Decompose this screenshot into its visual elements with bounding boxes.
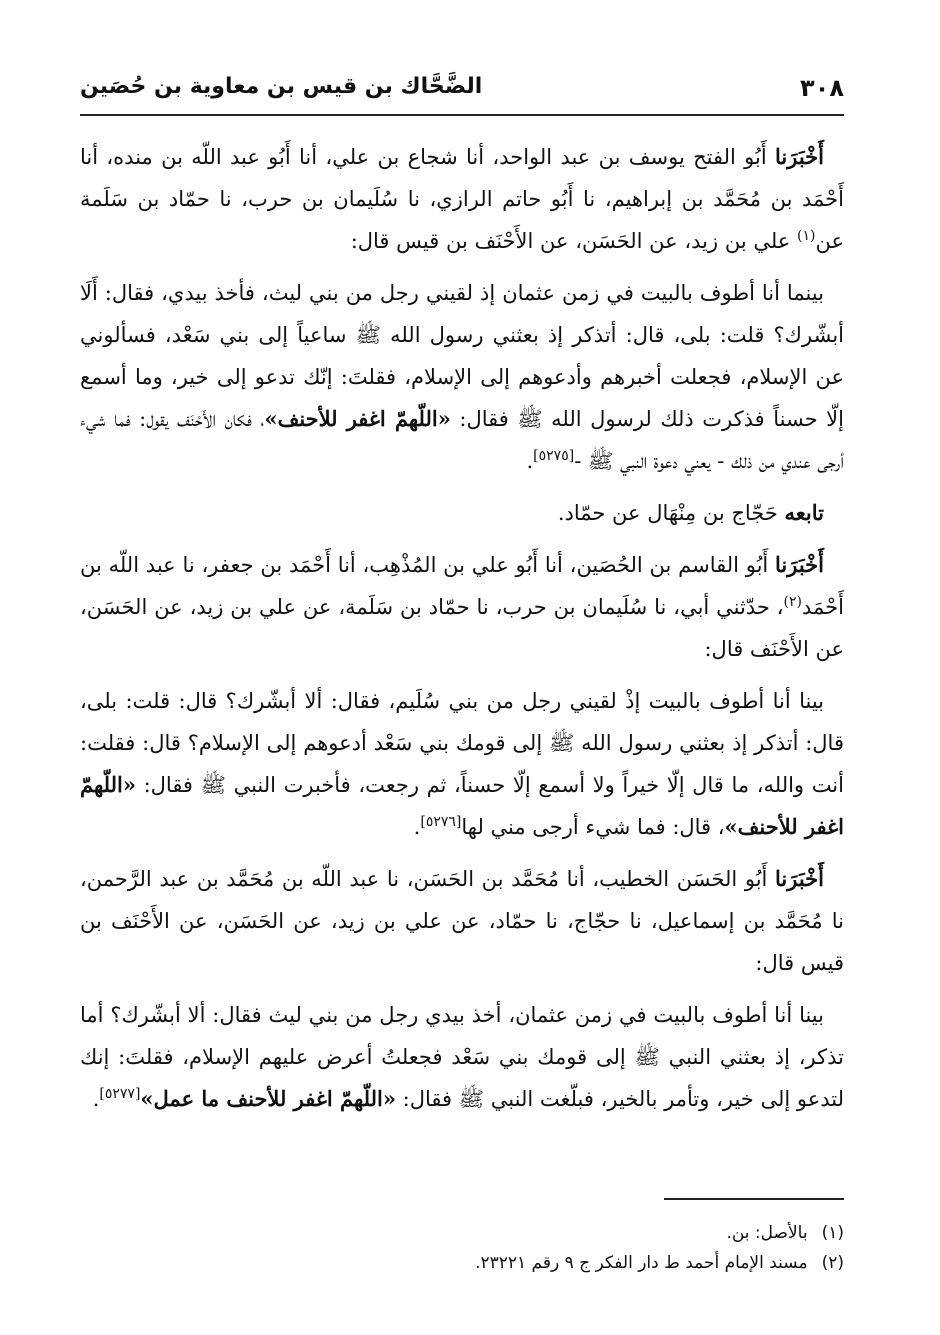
hadith-number: [٥٢٧٧]	[99, 1086, 141, 1102]
matn-text-after: ، فكان الأَحْنَف يقول: فما شيء أرجى عندي من ذلك - يعني دعوة النبي ﷺ -	[80, 407, 844, 473]
mutaba-lead: تابعه	[784, 500, 824, 525]
hadith-number: [٥٢٧٥]	[533, 448, 575, 464]
footnote-item	[80, 1248, 844, 1278]
footnote-ref-2[interactable]: (٢)	[783, 594, 803, 610]
hadith-number: [٥٢٧٦]	[420, 814, 462, 830]
running-title: الضَّحَّاك بن قيس بن معاوية بن حُصَين	[80, 74, 483, 99]
isnad-text: أَبُو القاسم بن الحُصَين، أنا أَبُو علي بن المُذْهِب، أنا أَحْمَد بن جعفر، نا عبد اللّه بن أَحْمَد	[80, 553, 844, 619]
footnote-item	[80, 1218, 844, 1248]
matn-text-after: ، قال: فما شيء أرجى مني لها	[461, 815, 725, 839]
footnote-text: مسند الإمام أحمد ط دار الفكر ج ٩ رقم ٢٣٢٢١.	[475, 1253, 808, 1273]
dua-phrase: «اللّهمّ اغفر للأحنف ما عمل»	[140, 1086, 396, 1111]
paragraph-isnad-2	[80, 544, 844, 670]
matn-text: بينما أنا أطوف بالبيت في زمن عثمان إذ لقيني رجل من بني ليث، فأخذ بيدي، فقال: أَلَا أبشّرك؟ قلت: بلى، قال: أتذكر إذ بعثني رسول الله ﷺ ساعياً إلى بني سَعْد، فسألوني عن الإسلام، فجعلت أخبرهم وأدعوهم إلى الإسلام، فقلتَ: إنّك تدعو إلى خير، وما أسمع إلّا حسناً فذكرت ذلك لرسول الله ﷺ فقال:	[80, 281, 844, 431]
dua-phrase: «اللّهمّ اغفر للأحنف»	[80, 772, 844, 839]
isnad-text-after: ، حدّثني أبي، نا سُلَيمان بن حرب، نا حمّاد بن سَلَمة، عن علي بن زيد، عن الحَسَن، عن الأَحْنَف قال:	[80, 595, 844, 661]
isnad-text-after: علي بن زيد، عن الحَسَن، عن الأَحْنَف بن قيس قال:	[350, 229, 797, 253]
isnad-lead: أَخْبَرَنا	[775, 866, 824, 891]
footnote-number: (١)	[821, 1223, 844, 1243]
footnote-number: (٢)	[821, 1253, 844, 1273]
paragraph-matn-3: بينا أنا أطوف بالبيت في زمن عثمان، أخذ بيدي رجل من بني ليث فقال: ألا أبشّرك؟ أما تذكر، إذ بعثني النبي ﷺ إلى قومك بني سَعْد فجعلتُ أعرض عليهم الإسلام، فقلتَ: إنك لتدعو إلى خير، وتأمر بالخير، فبلّغت النبي ﷺ فقال: «اللّهمّ اغفر للأحنف ما عمل»[٥٢٧٧].	[80, 1003, 844, 1111]
footnotes	[80, 1218, 844, 1278]
footnote-divider	[664, 1198, 844, 1200]
footnote-text: بالأصل: بن.	[726, 1223, 808, 1243]
page-header	[80, 70, 844, 116]
isnad-text: أَبُو الفتح يوسف بن عبد الواحد، أنا شجاع بن علي، أنا أَبُو عبد اللّه بن منده، أنا أَحْمَد بن مُحَمَّد بن إبراهيم، نا أَبُو حاتم الرازي، نا سُلَيمان بن حرب، نا حمّاد بن سَلَمة عن	[80, 145, 844, 253]
paragraph-matn-1: بينما أنا أطوف بالبيت في زمن عثمان إذ لقيني رجل من بني ليث، فأخذ بيدي، فقال: أَلَا أبشّرك؟ قلت: بلى، قال: أتذكر إذ بعثني رسول الله ﷺ ساعياً إلى بني سَعْد، فسألوني عن الإسلام، فجعلت أخبرهم وأدعوهم إلى الإسلام، فقلتَ: إنّك تدعو إلى خير، وما أسمع إلّا حسناً فذكرت ذلك لرسول الله ﷺ فقال: «اللّهمّ اغفر للأحنف»، فكان الأَحْنَف يقول: فما شيء أرجى عندي من ذلك - يعني دعوة النبي ﷺ -[٥٢٧٥].	[80, 281, 844, 473]
paragraph-isnad-1	[80, 136, 844, 262]
paragraph-mutaba	[80, 492, 844, 534]
isnad-lead: أَخْبَرَنا	[775, 552, 824, 577]
isnad-text: أَبُو الحَسَن الخطيب، أنا مُحَمَّد بن الحَسَن، نا عبد اللّه بن مُحَمَّد بن عبد الرَّحمن، نا مُحَمَّد بن إسماعيل، نا حجّاج، نا حمّاد، عن علي بن زيد، عن الحَسَن، عن الأَحْنَف بن قيس قال:	[80, 867, 844, 975]
mutaba-text: حَجّاج بن مِنْهَال عن حمّاد.	[557, 501, 785, 525]
isnad-lead: أَخْبَرَنا	[775, 144, 824, 169]
footnote-ref-1[interactable]: (١)	[797, 228, 816, 244]
page-number: ٣٠٨	[800, 74, 844, 102]
matn-text: بينا أنا أطوف بالبيت إذْ لقيني رجل من بني سُلَيم، فقال: ألا أبشّرك؟ قال: قلت: بلى، قال: أتذكر إذ بعثني رسول الله ﷺ إلى قومك بني سَعْد أدعوهم إلى الإسلام؟ قال: فقلت: أنت والله، ما قال إلّا خيراً ولا أسمع إلّا حسناً، ثم رجعت، فأخبرت النبي ﷺ فقال:	[80, 689, 844, 797]
paragraph-isnad-3	[80, 858, 844, 984]
paragraph-matn-2: بينا أنا أطوف بالبيت إذْ لقيني رجل من بني سُلَيم، فقال: ألا أبشّرك؟ قال: قلت: بلى، قال: أتذكر إذ بعثني رسول الله ﷺ إلى قومك بني سَعْد أدعوهم إلى الإسلام؟ قال: فقلت: أنت والله، ما قال إلّا خيراً ولا أسمع إلّا حسناً، ثم رجعت، فأخبرت النبي ﷺ فقال: «اللّهمّ اغفر للأحنف»، قال: فما شيء أرجى مني لها[٥٢٧٦].	[80, 689, 844, 839]
main-text	[80, 136, 844, 1130]
dua-phrase: «اللّهمّ اغفر للأحنف»	[264, 406, 451, 431]
matn-text: بينا أنا أطوف بالبيت في زمن عثمان، أخذ بيدي رجل من بني ليث فقال: ألا أبشّرك؟ أما تذكر، إذ بعثني النبي ﷺ إلى قومك بني سَعْد فجعلتُ أعرض عليهم الإسلام، فقلتَ: إنك لتدعو إلى خير، وتأمر بالخير، فبلّغت النبي ﷺ فقال:	[80, 1003, 844, 1111]
